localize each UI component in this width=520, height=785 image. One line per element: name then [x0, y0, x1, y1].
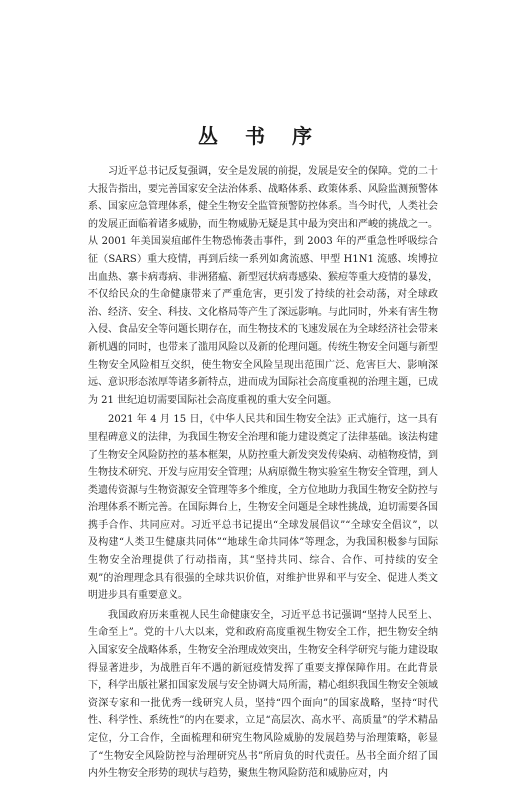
paragraph: 2021 年 4 月 15 日，《中华人民共和国生物安全法》正式施行，这一具有里程碑意义的法律，为我国生物安全治理和能力建设奠定了法律基础。该法构建了生物安全风险防控的基本框架，从防控重大新发突发传染病、动植物疫情，到生物技术研究、开发与应用安全管理；从病原微生物实验室生物安全管理，到人类遗传资源与生物资源安全管理等多个维度，全方位地助力我国生物安全防控与治理体系不断完善。在国际舞台上，生物安全问题是全球性挑战，迫切需要各国携手合作、共同应对。习近平总书记提出“全球发展倡议”“全球安全倡议”，以及构建“人类卫生健康共同体”“地球生命共同体”等理念，为我国积极参与国际生物安全治理提供了行动指南，其“坚持共同、综合、合作、可持续的安全观”的治理理念具有很强的全球共识价值，对维护世界和平与安全、促进人类文明进步具有重要意义。 — [88, 414, 438, 602]
paragraph: 我国政府历来重视人民生命健康安全，习近平总书记强调“坚持人民至上、生命至上”。党的十八大以来，党和政府高度重视生物安全工作，把生物安全纳入国家安全战略体系，生物安全治理成效突出，生物安全科学研究与能力建设取得显著进步，为战胜百年不遇的新冠疫情发挥了重要支撑保障作用。在此背景下，科学出版社紧扣国家发展与安全协调大局所需，精心组织我国生物安全领域资深专家和一批优秀一线研究人员，坚持“四个面向”的国家战略，坚持“时代性、科学性、系统性”的内在要求，立足“高层次、高水平、高质量”的学术精品定位，分工合作，全面梳理和研究生物风险威胁的发展趋势与治理策略，彰显了“生物安全风险防控与治理研究丛书”所肩负的时代责任。丛书全面介绍了国内外生物安全形势的现状与趋势，聚焦生物风险防范和威胁应对，内 — [88, 609, 438, 780]
paragraph: 习近平总书记反复强调，安全是发展的前提，发展是安全的保障。党的二十大报告指出，要完善国家安全法治体系、战略体系、政策体系、风险监测预警体系、国家应急管理体系，健全生物安全监管预警防控体系。当今时代，人类社会的发展正面临着诸多威胁，而生物威胁无疑是其中最为突出和严峻的挑战之一。从 2001 年美国炭疽邮件生物恐怖袭击事件，到 2003 年的严重急性呼吸综合征（SARS）重大疫情，再到后续一系列如禽流感、甲型 H1N1 流感、埃博拉出血热、寨卡病毒病、非洲猪瘟、新型冠状病毒感染、猴痘等重大疫情的暴发，不仅给民众的生命健康带来了严重危害，更引发了持续的社会动荡，对全球政治、经济、安全、科技、文化格局等产生了深远影响。与此同时，外来有害生物入侵、食品安全等问题长期存在，而生物技术的飞速发展在为全球经济社会带来新机遇的同时，也带来了滥用风险以及新的伦理问题。传统生物安全问题与新型生物安全风险相互交织，使生物安全风险呈现出范围广泛、危害巨大、影响深远、意识形态浓厚等诸多新特点，进而成为国际社会高度重视的治理主题，已成为 21 世纪迫切需要国际社会高度重视的重大安全问题。 — [88, 166, 438, 406]
preface-body — [88, 163, 438, 785]
page-title: 丛 书 序 — [198, 124, 322, 148]
